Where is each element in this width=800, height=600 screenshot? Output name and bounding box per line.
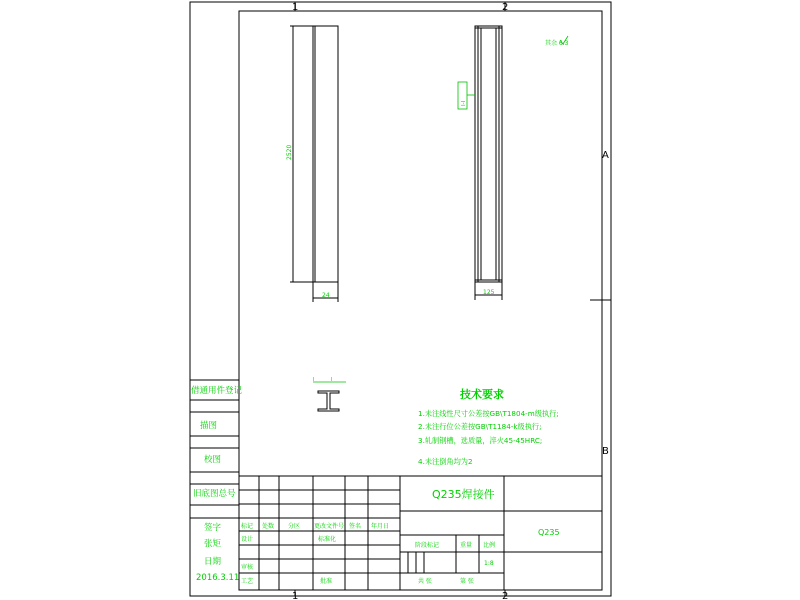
length-dim-text: 2520	[286, 144, 293, 160]
section-mark-left: Ⅰ	[313, 377, 315, 383]
header-change-doc: 更改文件号	[314, 523, 345, 530]
front-view-outline	[475, 26, 502, 282]
roughness-note	[545, 36, 569, 47]
zone-label-a: A	[602, 150, 609, 161]
left-item-2: 校图	[204, 455, 222, 465]
role-process: 工艺	[241, 578, 254, 585]
left-item-4: 签字	[204, 523, 222, 533]
tech-item-2: 2.未注行位公差按GB\T1184-k级执行;	[418, 422, 542, 431]
front-width-dim-text: 125	[483, 289, 495, 296]
weight-header: 重量	[460, 542, 473, 549]
left-date: 2016.3.11	[196, 573, 240, 583]
header-mark: 标记	[241, 523, 254, 530]
side-view	[286, 26, 338, 302]
front-view	[458, 26, 502, 300]
title-block	[239, 476, 602, 590]
left-item-5: 张矩	[204, 539, 222, 549]
left-item-3: 旧底图总号	[193, 489, 236, 499]
tech-title: 技术要求	[460, 388, 504, 401]
zone-label-bottom-2: 2	[502, 591, 509, 600]
technical-requirements	[418, 387, 559, 466]
zone-label-bottom-1: 1	[292, 591, 299, 600]
roughness-text: 其余 6.3	[545, 40, 569, 47]
left-column	[190, 380, 243, 583]
left-item-0: 借通用件登记	[191, 386, 243, 396]
tech-item-4: 4.未注倒角均为2	[418, 457, 473, 466]
i-beam-icon	[318, 391, 339, 411]
role-design: 设计	[241, 536, 254, 543]
i-beam-section	[313, 377, 346, 411]
sheet-number: 第 张	[460, 578, 474, 585]
left-item-6: 日期	[204, 557, 222, 567]
header-zone: 分区	[288, 523, 301, 530]
header-count: 处数	[262, 523, 275, 530]
header-date: 年月日	[371, 523, 390, 530]
part-name: Q235焊接件	[432, 488, 495, 501]
material-text: Q235	[538, 528, 560, 537]
stage-header: 阶段标记	[415, 542, 440, 549]
scale-header: 比例	[483, 542, 496, 549]
side-view-outline	[313, 26, 338, 282]
sheet-total: 共 张	[418, 578, 432, 585]
header-signature: 签名	[349, 523, 362, 530]
width-dim-text: 24	[322, 292, 330, 299]
left-item-1: 描图	[200, 421, 218, 431]
role-review: 审核	[241, 564, 254, 571]
tech-item-1: 1.未注线性尺寸公差按GB\T1804-m级执行;	[418, 409, 559, 418]
section-mark-right: Ⅰ	[331, 377, 333, 383]
zone-label-top-1: 1	[292, 2, 299, 13]
approve-label: 批准	[320, 578, 333, 585]
zone-label-b: B	[602, 446, 609, 457]
zone-label-top-2: 2	[502, 2, 509, 13]
section-label-text: Ⅰ-Ⅰ	[461, 100, 467, 106]
standardize-label: 标准化	[318, 536, 337, 543]
scale-value: 1:8	[484, 560, 494, 567]
tech-item-3: 3.轧制钢槽，选质量，淬火45-45HRC;	[418, 436, 543, 445]
